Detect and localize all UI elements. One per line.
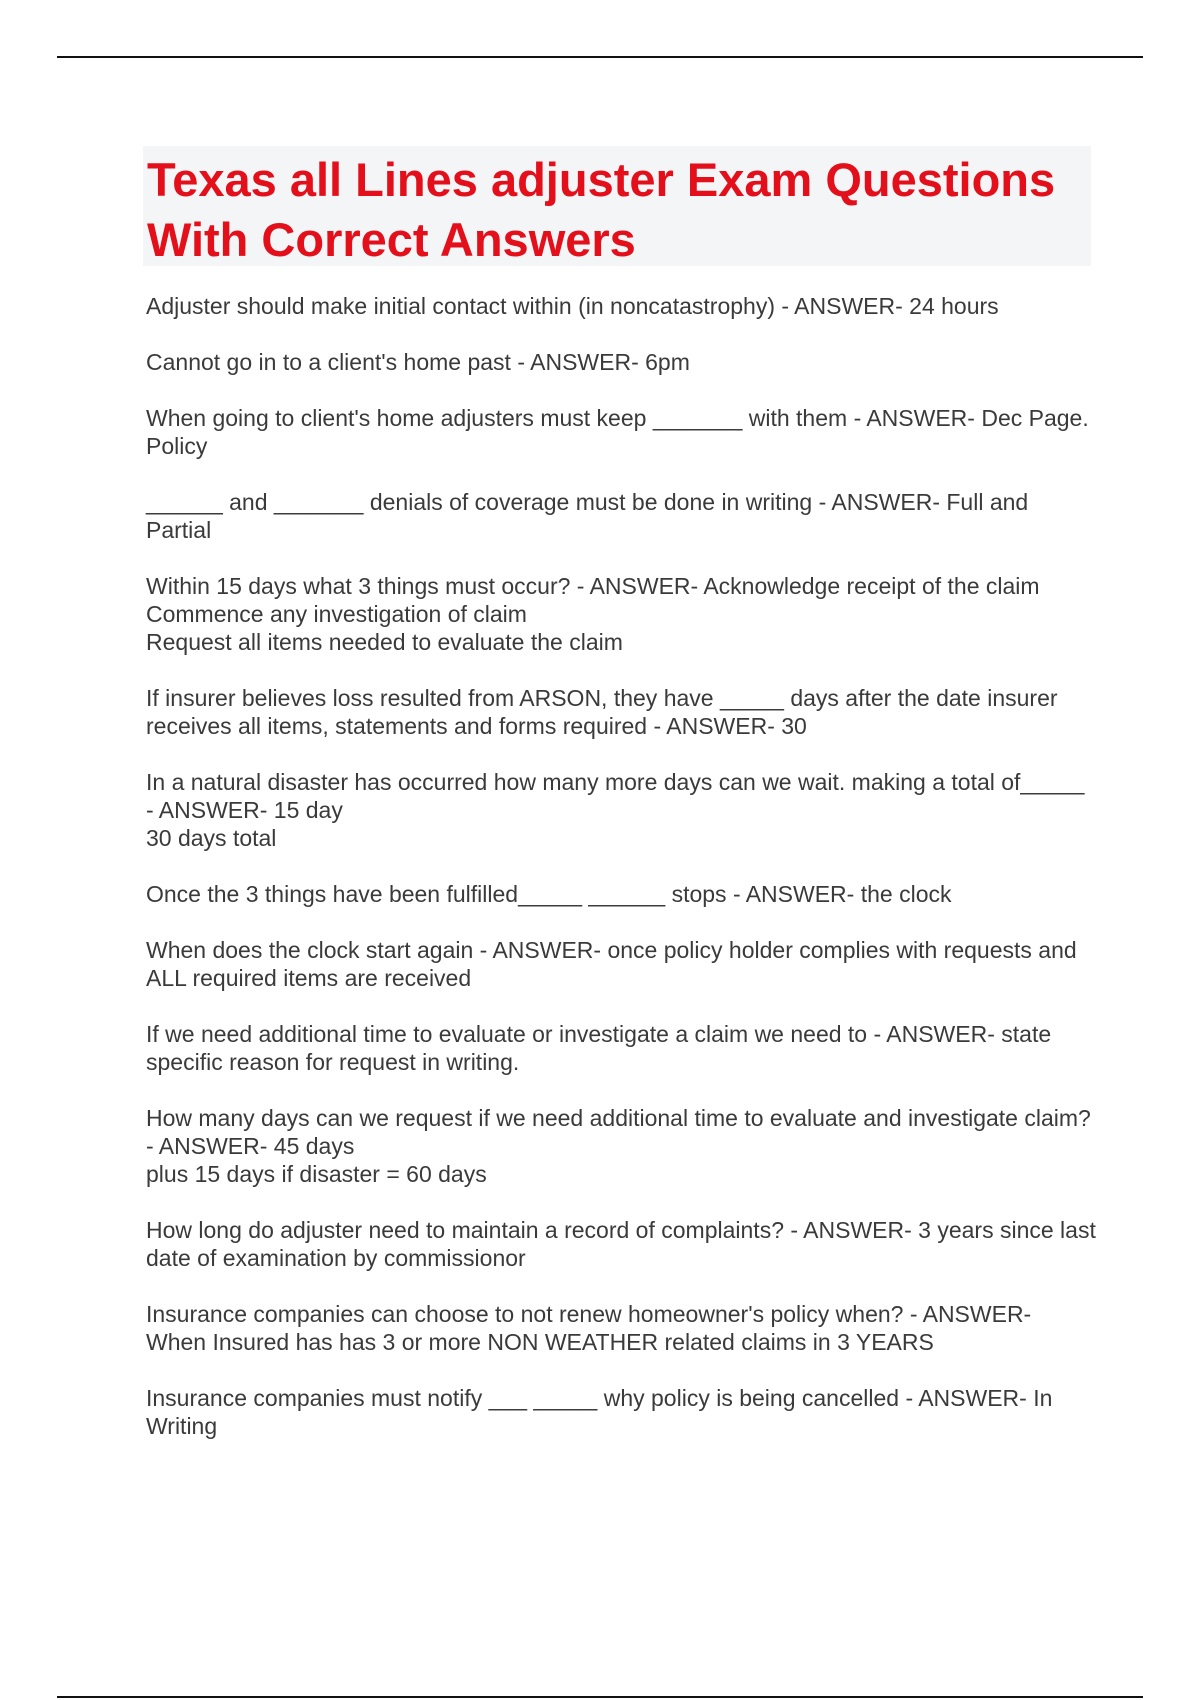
qa-item: Insurance companies can choose to not renew homeowner's policy when? - ANSWER- When Insured has has 3 or more NON WEATHER related claims in 3 YEARS bbox=[146, 1301, 1032, 1355]
title-banner bbox=[143, 146, 1091, 266]
qa-item: When going to client's home adjusters must keep _______ with them - ANSWER- Dec Page. Policy bbox=[146, 405, 1089, 459]
top-rule bbox=[57, 56, 1143, 58]
qa-item: Once the 3 things have been fulfilled_____ ______ stops - ANSWER- the clock bbox=[146, 881, 952, 907]
qa-item: How many days can we request if we need additional time to evaluate and investigate claim? - ANSWER- 45 days plus 15 days if disaster = 60 days bbox=[146, 1105, 1091, 1187]
qa-item: Insurance companies must notify ___ _____ why policy is being cancelled - ANSWER- In Writing bbox=[146, 1385, 1053, 1439]
bottom-rule bbox=[57, 1696, 1143, 1698]
qa-item: In a natural disaster has occurred how many more days can we wait. making a total of_____ - ANSWER- 15 day 30 days total bbox=[146, 769, 1085, 851]
qa-item: If insurer believes loss resulted from ARSON, they have _____ days after the date insurer receives all items, statements and forms required - ANSWER- 30 bbox=[146, 685, 1058, 739]
document-title: Texas all Lines adjuster Exam Questions With Correct Answers bbox=[147, 153, 1056, 266]
qa-item: Cannot go in to a client's home past - ANSWER- 6pm bbox=[146, 349, 690, 375]
qa-item: Within 15 days what 3 things must occur? - ANSWER- Acknowledge receipt of the claim Commence any investigation of claim Request all items needed to evaluate the claim bbox=[146, 573, 1040, 655]
qa-item: Adjuster should make initial contact within (in noncatastrophy) - ANSWER- 24 hours bbox=[146, 293, 999, 319]
qa-item: How long do adjuster need to maintain a record of complaints? - ANSWER- 3 years since last date of examination by commissionor bbox=[146, 1217, 1096, 1271]
qa-item: If we need additional time to evaluate or investigate a claim we need to - ANSWER- state specific reason for request in writing. bbox=[146, 1021, 1052, 1075]
qa-list bbox=[146, 292, 1096, 1468]
qa-item: ______ and _______ denials of coverage must be done in writing - ANSWER- Full and Partial bbox=[146, 489, 1029, 543]
qa-item: When does the clock start again - ANSWER- once policy holder complies with requests and ALL required items are received bbox=[146, 937, 1077, 991]
